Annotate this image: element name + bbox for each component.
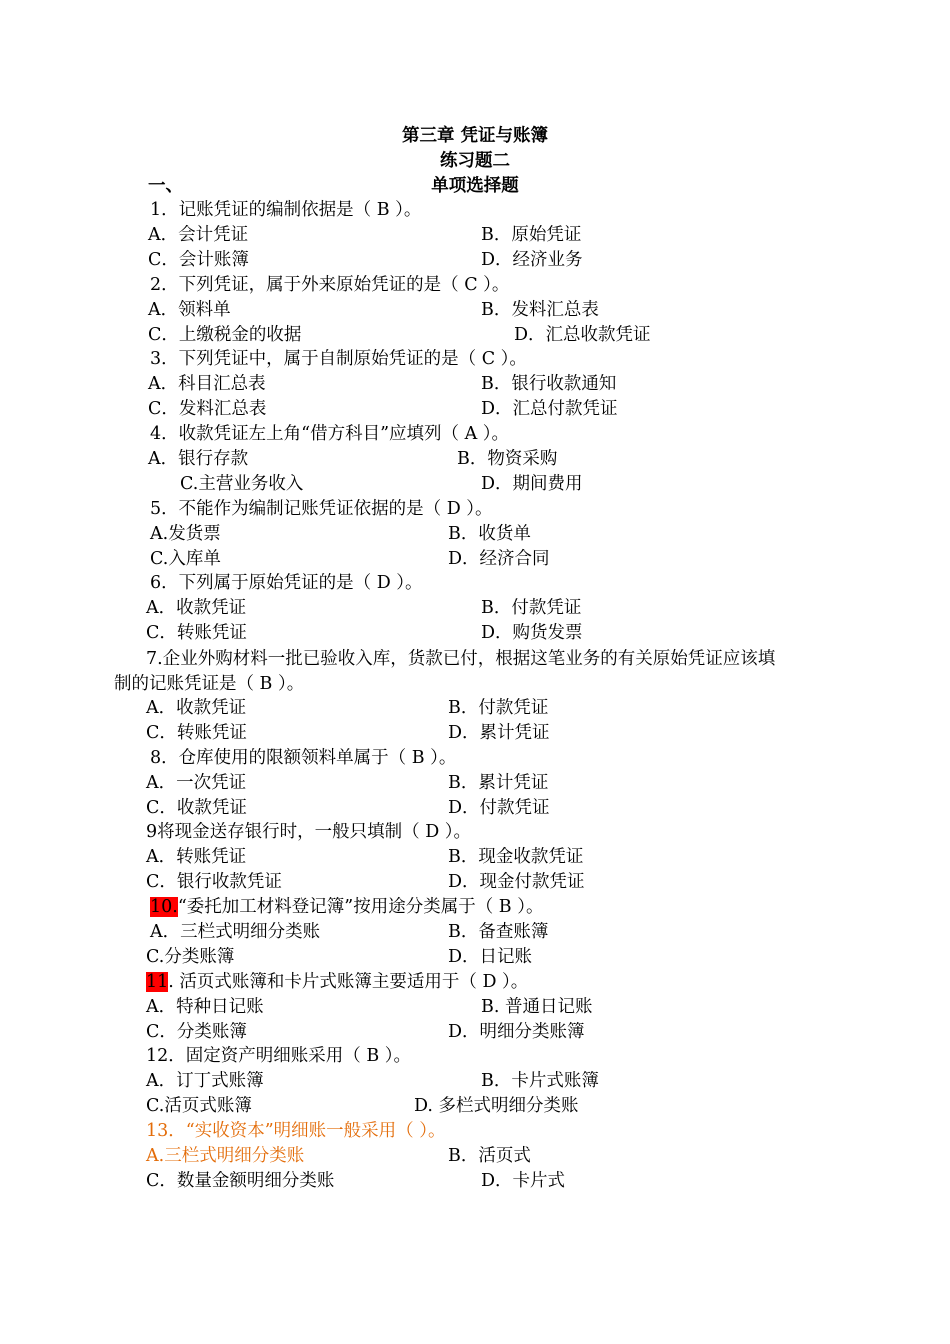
option-d: D．卡片式 bbox=[481, 1171, 566, 1191]
option-b: B．现金收款凭证 bbox=[448, 847, 584, 867]
option-d: D. 多栏式明细分类账 bbox=[414, 1096, 579, 1116]
question-6: 6．下列属于原始凭证的是（ D ）。 bbox=[150, 573, 423, 593]
option-b: B．活页式 bbox=[448, 1146, 531, 1166]
question-13: 13．“实收资本”明细账一般采用（ ）。 bbox=[146, 1121, 446, 1141]
option-c: C．上缴税金的收据 bbox=[148, 325, 302, 345]
option-b: B．备查账簿 bbox=[448, 922, 549, 942]
question-8: 8．仓库使用的限额领料单属于（ B ）。 bbox=[150, 748, 457, 768]
option-d: D．付款凭证 bbox=[448, 798, 550, 818]
question-9: 9将现金送存银行时，一般只填制（ D ）。 bbox=[146, 822, 472, 842]
option-a: A．银行存款 bbox=[148, 449, 249, 469]
option-a: A．收款凭证 bbox=[146, 698, 247, 718]
question-1: 1．记账凭证的编制依据是（ B ）。 bbox=[150, 200, 422, 220]
option-a: A．订丁式账簿 bbox=[146, 1071, 264, 1091]
question-number-highlight: 11 bbox=[146, 972, 169, 992]
option-d: D．汇总收款凭证 bbox=[514, 325, 651, 345]
question-3: 3．下列凭证中，属于自制原始凭证的是（ C ）。 bbox=[150, 349, 527, 369]
question-7-line-1: 7.企业外购材料一批已验收入库，货款已付，根据这笔业务的有关原始凭证应该填 bbox=[146, 649, 776, 669]
option-d: D．汇总付款凭证 bbox=[481, 399, 618, 419]
option-c: C.入库单 bbox=[150, 549, 221, 569]
option-b: B．银行收款通知 bbox=[481, 374, 617, 394]
option-a: A．收款凭证 bbox=[146, 598, 247, 618]
option-d: D．明细分类账簿 bbox=[448, 1022, 585, 1042]
option-b: B．累计凭证 bbox=[448, 773, 549, 793]
option-b: B．付款凭证 bbox=[448, 698, 549, 718]
option-d: D．现金付款凭证 bbox=[448, 872, 585, 892]
option-c: C．转账凭证 bbox=[146, 623, 247, 643]
option-b: B．付款凭证 bbox=[481, 598, 582, 618]
option-c: C．分类账簿 bbox=[146, 1022, 247, 1042]
option-b: B．物资采购 bbox=[457, 449, 558, 469]
option-a: A．三栏式明细分类账 bbox=[150, 922, 321, 942]
option-b: B．卡片式账簿 bbox=[481, 1071, 599, 1091]
question-12: 12．固定资产明细账采用（ B ）。 bbox=[146, 1046, 412, 1066]
section-title: 单项选择题 bbox=[431, 176, 519, 196]
option-a: A．特种日记账 bbox=[146, 997, 264, 1017]
question-7-line-2: 制的记账凭证是（ B ）。 bbox=[114, 674, 305, 694]
option-d: D．经济合同 bbox=[448, 549, 550, 569]
option-d: D．购货发票 bbox=[481, 623, 583, 643]
page-title: 第三章 凭证与账簿 bbox=[401, 126, 549, 146]
option-d: D．期间费用 bbox=[481, 474, 583, 494]
section-number: 一、 bbox=[148, 176, 183, 196]
option-a: A．一次凭证 bbox=[146, 773, 247, 793]
option-d: D．日记账 bbox=[448, 947, 533, 967]
option-c: C．收款凭证 bbox=[146, 798, 247, 818]
option-b: B．收货单 bbox=[448, 524, 531, 544]
option-a: A．会计凭证 bbox=[148, 225, 249, 245]
option-c: C.活页式账簿 bbox=[146, 1096, 252, 1116]
question-11 bbox=[146, 971, 528, 993]
question-2: 2．下列凭证，属于外来原始凭证的是（ C ）。 bbox=[150, 275, 510, 295]
question-10 bbox=[150, 896, 543, 918]
option-c: C．会计账簿 bbox=[148, 250, 249, 270]
question-number-highlight: 10. bbox=[150, 897, 178, 917]
question-4: 4．收款凭证左上角“借方科目”应填列（ A ）。 bbox=[150, 424, 510, 444]
option-b: B. 普通日记账 bbox=[481, 997, 593, 1017]
option-c: C.分类账簿 bbox=[146, 947, 235, 967]
option-c: C．银行收款凭证 bbox=[146, 872, 282, 892]
option-a: A.发货票 bbox=[150, 524, 221, 544]
option-c: C.主营业务收入 bbox=[180, 474, 304, 494]
option-d: D．累计凭证 bbox=[448, 723, 550, 743]
option-a: A．科目汇总表 bbox=[148, 374, 266, 394]
option-c: C．发料汇总表 bbox=[148, 399, 267, 419]
page-subtitle: 练习题二 bbox=[440, 151, 510, 171]
option-a: A．领料单 bbox=[148, 300, 231, 320]
option-d: D．经济业务 bbox=[481, 250, 583, 270]
question-5: 5．不能作为编制记账凭证依据的是（ D ）。 bbox=[150, 499, 493, 519]
option-c: C．数量金额明细分类账 bbox=[146, 1171, 335, 1191]
option-c: C．转账凭证 bbox=[146, 723, 247, 743]
question-text: . 活页式账簿和卡片式账簿主要适用于（ D ）。 bbox=[168, 972, 529, 992]
option-b: B．发料汇总表 bbox=[481, 300, 599, 320]
option-b: B．原始凭证 bbox=[481, 225, 582, 245]
option-a: A.三栏式明细分类账 bbox=[146, 1146, 305, 1166]
option-a: A．转账凭证 bbox=[146, 847, 247, 867]
question-text: “委托加工材料登记簿”按用途分类属于（ B ）。 bbox=[177, 897, 544, 917]
